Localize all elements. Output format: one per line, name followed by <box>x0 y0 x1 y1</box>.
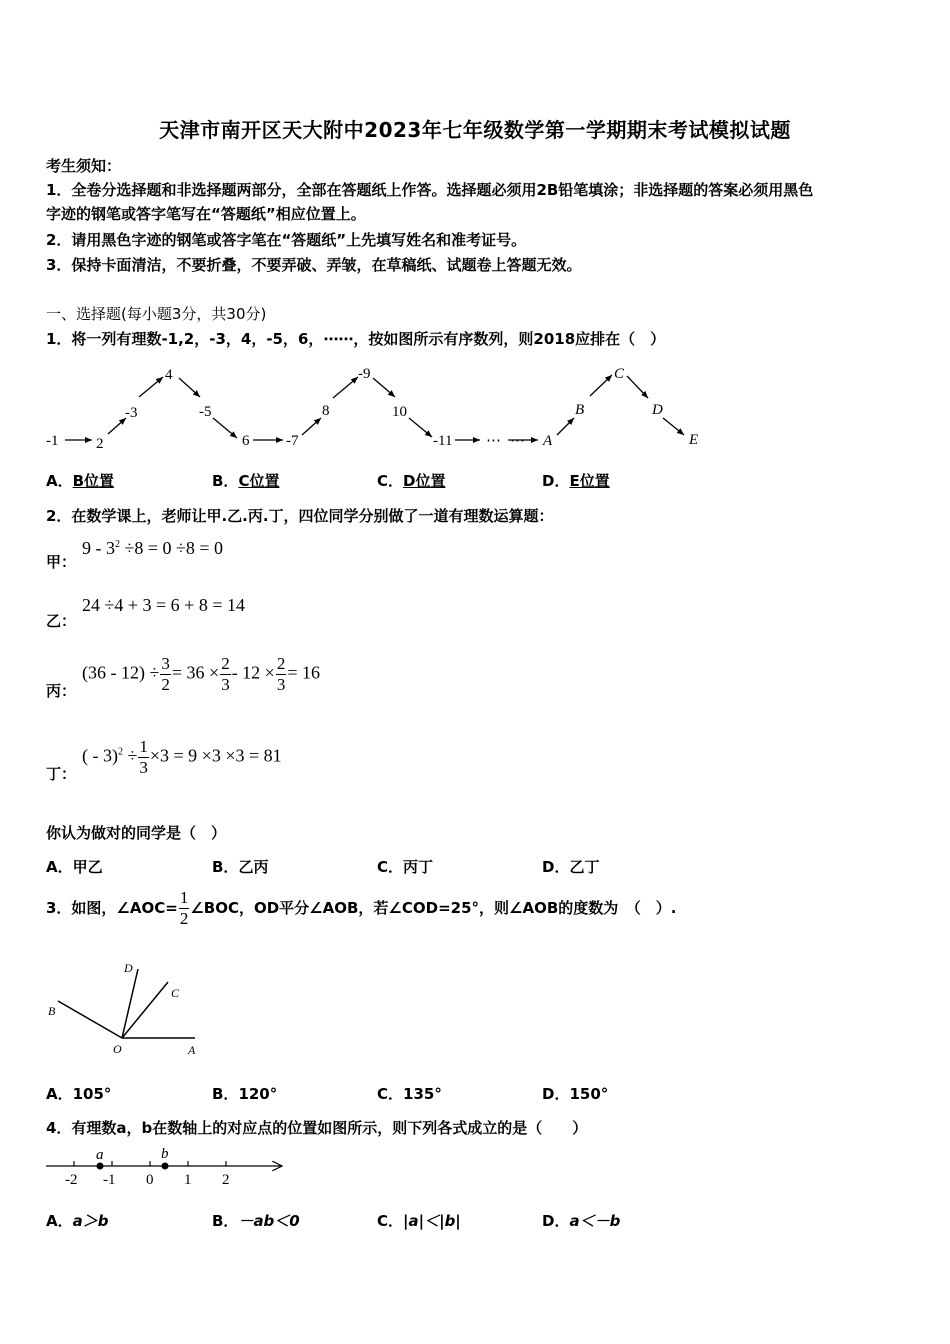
q1-zigzag-diagram <box>0 360 950 450</box>
q1-diagram-label: -5 <box>199 404 212 420</box>
q1-arrow <box>590 375 612 396</box>
q4-option-b[interactable]: B．－ab＜0 <box>212 1212 300 1230</box>
q1-arrow <box>108 418 126 434</box>
q1-diagram-label: 6 <box>242 433 250 449</box>
q1-arrow <box>139 377 163 397</box>
q4-point-b-label: b <box>161 1146 169 1162</box>
q1-arrow <box>663 418 684 435</box>
q3-point-label-d: D <box>124 961 133 975</box>
notice-item-1-line-1: 1．全卷分选择题和非选择题两部分，全部在答题纸上作答。选择题必须用2B铅笔填涂；非选择题的答案必须用黑色 <box>46 181 814 199</box>
notice-item-3: 3．保持卡面清洁，不要折叠，不要弄破、弄皱，在草稿纸、试题卷上答题无效。 <box>46 256 582 274</box>
notice-heading: 考生须知： <box>46 157 122 175</box>
q1-arrow <box>557 418 574 435</box>
q1-option-d[interactable]: D．E位置 <box>542 472 610 490</box>
q2-ask: 你认为做对的同学是（ ） <box>46 824 227 842</box>
q1-diagram-label: ⋯ <box>486 433 501 449</box>
q1-diagram-label: D <box>652 402 663 418</box>
q4-point-b <box>162 1163 169 1170</box>
q1-stem: 1．将一列有理数-1,2，-3，4，-5，6，⋯⋯，按如图所示有序数列，则2018应排在（ ） <box>46 330 666 348</box>
q3-ray-ob <box>58 1001 122 1038</box>
notice-item-2: 2．请用黑色字迹的钢笔或答字笔在“答题纸”上先填写姓名和准考证号。 <box>46 231 527 249</box>
q3-angle-diagram <box>40 955 240 1065</box>
q3-option-c[interactable]: C．135° <box>377 1085 442 1103</box>
q2-option-a[interactable]: A．甲乙 <box>46 858 103 876</box>
q1-option-b[interactable]: B．C位置 <box>212 472 280 490</box>
q2-stem: 2．在数学课上，老师让甲.乙.丙.丁，四位同学分别做了一道有理数运算题： <box>46 507 554 525</box>
q1-diagram-label: 10 <box>392 404 407 420</box>
q2-option-c[interactable]: C．丙丁 <box>377 858 434 876</box>
q4-tick-label: -2 <box>65 1172 78 1188</box>
q4-stem: 4．有理数a，b在数轴上的对应点的位置如图所示，则下列各式成立的是（ ） <box>46 1119 588 1137</box>
q1-diagram-label: 4 <box>165 367 173 383</box>
q2-bing-expression: (36 - 12) ÷ $\frac{3}{2}$ = 36 × $\frac{2}{3}$ - 12 × $\frac{2}{3}$ = 16 <box>82 654 320 694</box>
q2-ding-label: 丁： <box>46 765 77 783</box>
q3-point-label-b: B <box>48 1004 56 1018</box>
q1-arrow <box>409 418 432 437</box>
q3-option-d[interactable]: D．150° <box>542 1085 609 1103</box>
q4-option-c[interactable]: C．|a|＜|b| <box>377 1212 461 1230</box>
q4-tick-label: 0 <box>146 1172 154 1188</box>
q4-tick-label: -1 <box>103 1172 116 1188</box>
q4-tick-label: 2 <box>222 1172 230 1188</box>
q2-option-b[interactable]: B．乙丙 <box>212 858 269 876</box>
q1-diagram-label: -9 <box>358 366 371 382</box>
page-title: 天津市南开区天大附中2023年七年级数学第一学期期末考试模拟试题 <box>159 118 791 142</box>
q1-option-c[interactable]: C．D位置 <box>377 472 446 490</box>
q2-jia-expression: $9 - 3^2 \div 8 = 0 \div 8 = 0$ <box>82 538 224 558</box>
q3-point-label-c: C <box>171 986 180 1000</box>
q3-option-b[interactable]: B．120° <box>212 1085 278 1103</box>
q1-diagram-label: 8 <box>322 403 330 419</box>
q2-jia-label: 甲： <box>46 553 77 571</box>
q3-point-label-o: O <box>113 1042 122 1056</box>
q4-tick-label: 1 <box>184 1172 192 1188</box>
q2-yi-expression: 24 ÷4 + 3 = 6 + 8 = 14 <box>82 595 245 615</box>
notice-item-1-line-2: 字迹的钢笔或答字笔写在“答题纸”相应位置上。 <box>46 205 366 223</box>
q1-option-a[interactable]: A．B位置 <box>46 472 115 490</box>
section-heading: 一、选择题(每小题3分，共30分) <box>46 305 267 323</box>
q1-arrow <box>302 418 321 435</box>
q4-point-a <box>97 1163 104 1170</box>
q4-point-a-label: a <box>96 1147 104 1163</box>
q1-diagram-label: B <box>575 402 585 418</box>
q1-diagram-label: ⋯ <box>510 433 525 449</box>
q1-arrow <box>373 378 395 397</box>
q1-diagram-label: -1 <box>46 433 59 449</box>
q1-arrow <box>213 418 237 438</box>
q1-diagram-label: C <box>614 366 625 382</box>
q4-number-line <box>40 1145 340 1195</box>
q1-diagram-label: -7 <box>286 433 299 449</box>
q2-bing-label: 丙： <box>46 682 77 700</box>
q1-diagram-label: 2 <box>96 436 104 452</box>
q3-option-a[interactable]: A．105° <box>46 1085 112 1103</box>
q1-diagram-label: -11 <box>433 433 453 449</box>
q4-option-d[interactable]: D．a＜－b <box>542 1212 621 1230</box>
q3-point-label-a: A <box>188 1043 196 1057</box>
q2-ding-expression: ( - 3)$^2$ ÷ $\frac{1}{3}$ ×3 = 9 ×3 ×3 = 81 <box>82 737 282 777</box>
q1-arrow <box>627 376 648 398</box>
q2-option-d[interactable]: D．乙丁 <box>542 858 600 876</box>
q3-stem: 3．如图，∠AOC= $\frac{1}{2}$ ∠BOC，OD平分∠AOB，若∠COD=25°，则∠AOB的度数为 （ ）. <box>46 888 677 928</box>
q1-diagram-label: A <box>543 433 553 449</box>
q1-arrow <box>333 377 358 398</box>
q1-diagram-label: -3 <box>125 405 138 421</box>
q1-arrow <box>179 378 200 397</box>
q4-option-a[interactable]: A．a＞b <box>46 1212 109 1230</box>
q1-diagram-label: E <box>689 432 699 448</box>
q2-yi-label: 乙： <box>46 612 77 630</box>
